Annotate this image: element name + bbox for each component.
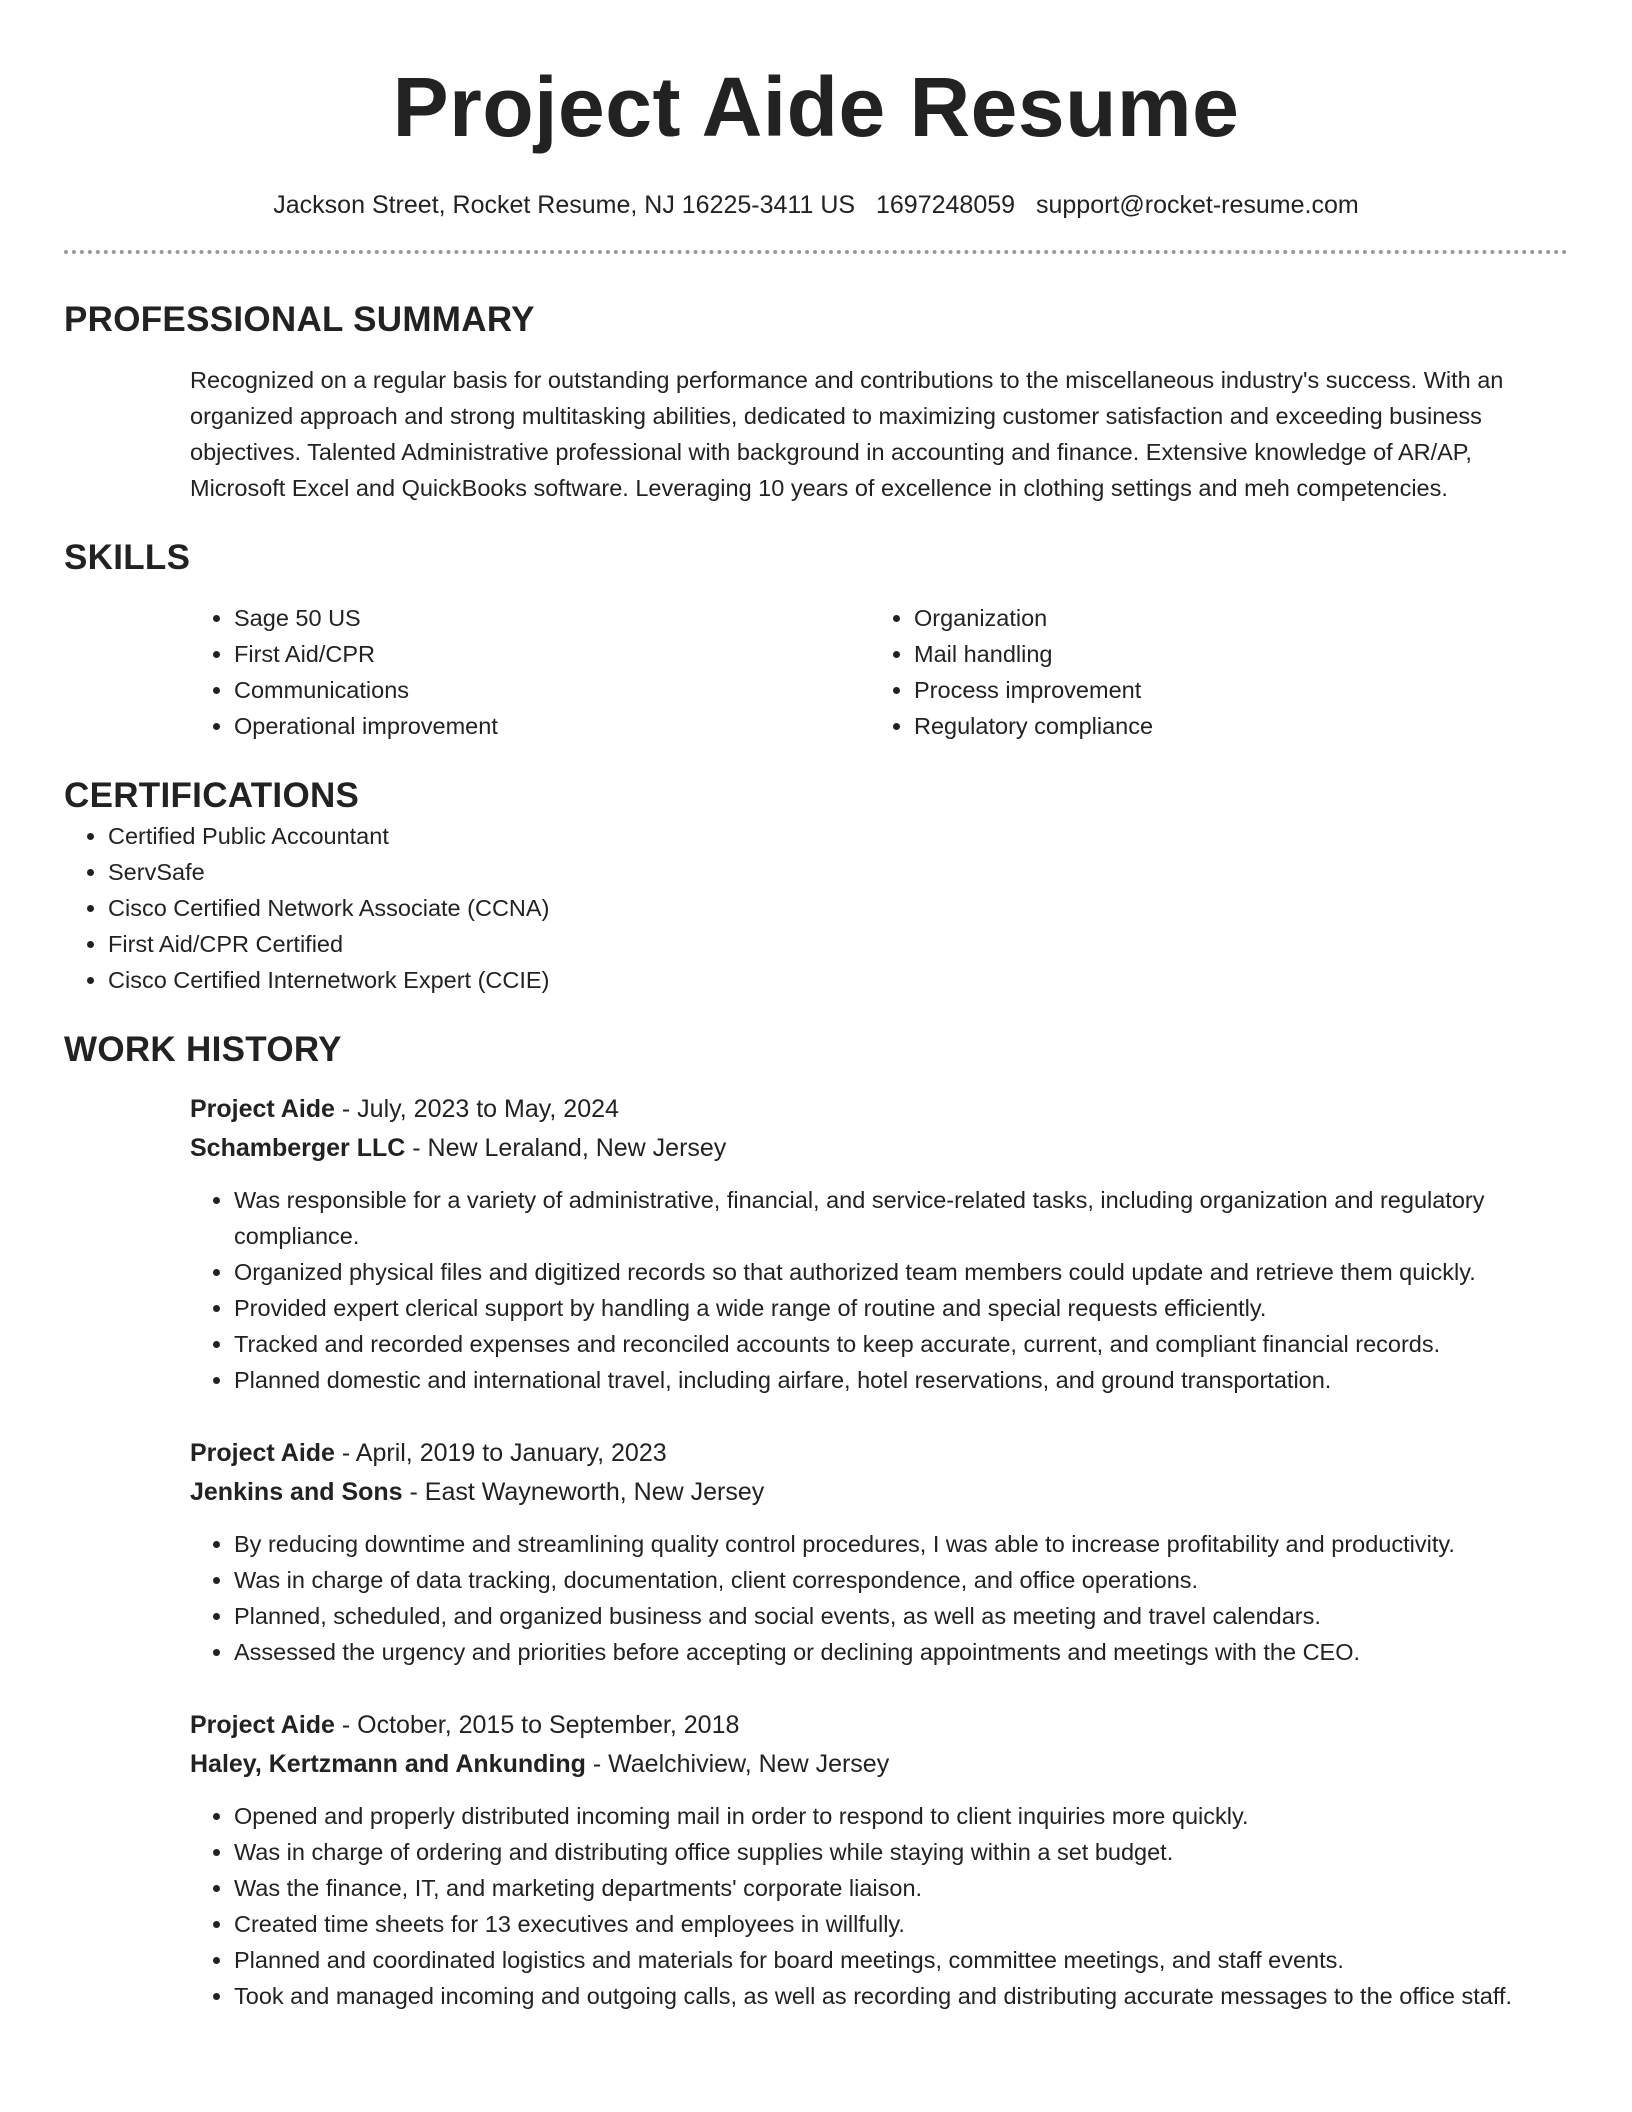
job-dates: - April, 2019 to January, 2023 <box>334 1439 667 1467</box>
job-company-line <box>190 1129 1568 1168</box>
job-dates: - October, 2015 to September, 2018 <box>334 1711 740 1739</box>
certifications-heading: CERTIFICATIONS <box>64 776 360 815</box>
skill-item: • Communications <box>234 672 870 708</box>
job-duty: • Took and managed incoming and outgoing calls, as well as recording and distributing accurate messages to the office staff. <box>234 1978 1568 2014</box>
summary-section <box>64 298 1568 506</box>
job-dates: - July, 2023 to May, 2024 <box>334 1095 619 1123</box>
contact-line <box>64 188 1568 222</box>
job-role: Project Aide <box>190 1711 335 1739</box>
skills-section <box>64 536 1568 744</box>
job-company: Haley, Kertzmann and Ankunding <box>190 1750 586 1778</box>
job-location: - East Wayneworth, New Jersey <box>402 1478 765 1506</box>
job-duty: • Planned, scheduled, and organized business and social events, as well as meeting and travel calendars. <box>234 1598 1568 1634</box>
certification-item: • Cisco Certified Network Associate (CCNA) <box>108 890 1568 926</box>
job-duty: • By reducing downtime and streamlining quality control procedures, I was able to increase profitability and productivity. <box>234 1526 1568 1562</box>
certifications-list <box>64 818 1568 998</box>
skills-list-right <box>870 600 1550 744</box>
work-history-section <box>64 1028 1568 2014</box>
job-title-line <box>190 1090 1568 1129</box>
skill-item: • Organization <box>914 600 1550 636</box>
job-role: Project Aide <box>190 1095 335 1123</box>
job-duty: • Planned and coordinated logistics and materials for board meetings, committee meetings, and staff events. <box>234 1942 1568 1978</box>
certification-item: • Cisco Certified Internetwork Expert (CCIE) <box>108 962 1568 998</box>
certifications-section <box>64 774 1568 998</box>
job-duties-list <box>190 1526 1568 1670</box>
skills-heading: SKILLS <box>64 538 191 577</box>
job-title-line <box>190 1434 1568 1473</box>
job-entry <box>190 1090 1568 1398</box>
certification-item: • ServSafe <box>108 854 1568 890</box>
job-company: Jenkins and Sons <box>190 1478 403 1506</box>
contact-email: support@rocket-resume.com <box>1036 191 1359 219</box>
skill-item: • Mail handling <box>914 636 1550 672</box>
job-entry <box>190 1706 1568 2014</box>
certification-item: • First Aid/CPR Certified <box>108 926 1568 962</box>
skill-item: • First Aid/CPR <box>234 636 870 672</box>
contact-phone: 1697248059 <box>876 191 1016 219</box>
job-company: Schamberger LLC <box>190 1134 406 1162</box>
skill-item: • Operational improvement <box>234 708 870 744</box>
job-entry <box>190 1434 1568 1670</box>
job-duty: • Planned domestic and international travel, including airfare, hotel reservations, and ground transportation. <box>234 1362 1568 1398</box>
job-title-line <box>190 1706 1568 1745</box>
job-company-line <box>190 1745 1568 1784</box>
work-history-heading: WORK HISTORY <box>64 1030 342 1069</box>
skill-item: • Sage 50 US <box>234 600 870 636</box>
certification-item: • Certified Public Accountant <box>108 818 1568 854</box>
header-divider <box>64 250 1568 254</box>
job-duty: • Was in charge of ordering and distributing office supplies while staying within a set budget. <box>234 1834 1568 1870</box>
job-duty: • Opened and properly distributed incoming mail in order to respond to client inquiries more quickly. <box>234 1798 1568 1834</box>
job-company-line <box>190 1473 1568 1512</box>
resume-title: Project Aide Resume <box>392 60 1240 154</box>
contact-address: Jackson Street, Rocket Resume, NJ 16225-3411 US <box>273 191 856 219</box>
job-location: - New Leraland, New Jersey <box>405 1134 727 1162</box>
job-duty: • Was in charge of data tracking, documentation, client correspondence, and office operations. <box>234 1562 1568 1598</box>
skills-grid <box>190 600 1568 744</box>
job-duties-list <box>190 1182 1568 1398</box>
job-role: Project Aide <box>190 1439 335 1467</box>
skill-item: • Process improvement <box>914 672 1550 708</box>
job-duty: • Was responsible for a variety of administrative, financial, and service-related tasks, including organization and regulatory compliance. <box>234 1182 1568 1254</box>
skill-item: • Regulatory compliance <box>914 708 1550 744</box>
job-duty: • Tracked and recorded expenses and reconciled accounts to keep accurate, current, and compliant financial records. <box>234 1326 1568 1362</box>
job-duty: • Was the finance, IT, and marketing departments' corporate liaison. <box>234 1870 1568 1906</box>
job-duty: • Assessed the urgency and priorities before accepting or declining appointments and meetings with the CEO. <box>234 1634 1568 1670</box>
skills-list-left <box>190 600 870 744</box>
job-duties-list <box>190 1798 1568 2014</box>
job-duty: • Organized physical files and digitized records so that authorized team members could update and retrieve them quickly. <box>234 1254 1568 1290</box>
job-duty: • Provided expert clerical support by handling a wide range of routine and special requests efficiently. <box>234 1290 1568 1326</box>
job-location: - Waelchiview, New Jersey <box>585 1750 890 1778</box>
job-duty: • Created time sheets for 13 executives and employees in willfully. <box>234 1906 1568 1942</box>
summary-heading: PROFESSIONAL SUMMARY <box>64 300 535 339</box>
summary-text: Recognized on a regular basis for outstanding performance and contributions to the miscellaneous industry's success. With an organized approach and strong multitasking abilities, dedicated to maximizing customer satisfaction and exceeding business objectives. Talented Administrative professional with background in accounting and finance. Extensive knowledge of AR/AP, Microsoft Excel and QuickBooks software. Leveraging 10 years of excellence in clothing settings and meh competencies. <box>190 367 1504 501</box>
